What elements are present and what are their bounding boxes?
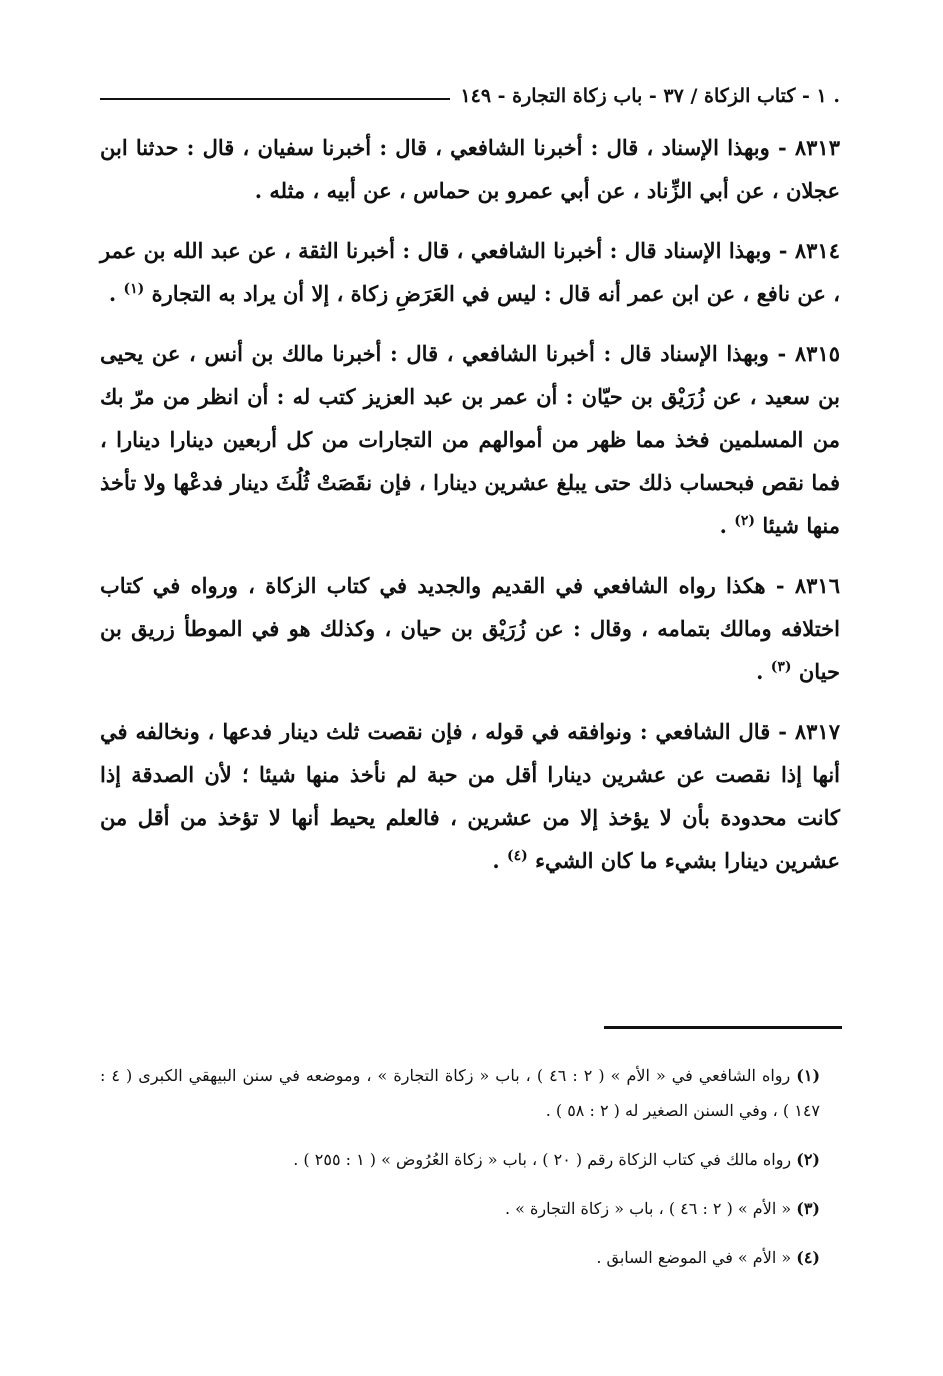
footnote-number: (٤)	[796, 1248, 820, 1267]
footnote-text: رواه الشافعي في « الأم » ( ٢ : ٤٦ ) ، باب « زكاة التجارة » ، وموضعه في سنن البيهقي الكبرى ( ٤ : ١٤٧ ) ، وفي السنن الصغير له ( ٢ : ٥٨ ) .	[100, 1066, 820, 1120]
footnote-1	[100, 1058, 820, 1128]
paragraph-text: - وبهذا الإسناد قال : أخبرنا الشافعي ، قال : أخبرنا الثقة ، عن عبد الله بن عمر ، عن نافع ، عن ابن عمر أنه قال : ليس في العَرَضِ زكاة ، إلا أن يراد به التجارة	[100, 238, 840, 306]
footnote-4	[100, 1240, 820, 1275]
paragraph-number: ٨٣١٦	[794, 573, 840, 598]
main-text	[100, 126, 840, 899]
paragraph-text: - وبهذا الإسناد قال : أخبرنا الشافعي ، قال : أخبرنا مالك بن أنس ، عن يحيى بن سعيد ، عن زُرَيْق بن حيّان : أن عمر بن عبد العزيز كتب له : أن انظر من مرّ بك من المسلمين فخذ مما ظهر من أموالهم من التجارات من كل أربعين دينارا دينارا ، فما نقص فبحساب ذلك حتى يبلغ عشرين دينارا ، فإن نقَصَتْ ثُلُثَ دينار فدعْها ولا تأخذ منها شيئا	[100, 341, 840, 538]
paragraph-8313	[100, 126, 840, 212]
paragraph-tail: .	[492, 848, 507, 873]
footnote-ref-4[interactable]: (٤)	[506, 848, 528, 864]
paragraph-number: ٨٣١٥	[794, 341, 841, 366]
header-rule	[100, 98, 450, 100]
footnote-text: « الأم » في الموضع السابق .	[596, 1248, 792, 1267]
paragraph-tail: .	[108, 281, 124, 306]
footnote-ref-2[interactable]: (٢)	[734, 513, 756, 529]
paragraph-number: ٨٣١٣	[794, 135, 840, 160]
footnote-ref-1[interactable]: (١)	[123, 281, 145, 297]
footnote-3	[100, 1191, 820, 1226]
paragraph-8315	[100, 332, 840, 547]
footnotes	[100, 1058, 820, 1289]
paragraph-text: - وبهذا الإسناد ، قال : أخبرنا الشافعي ، قال : أخبرنا سفيان ، قال : حدثنا ابن عجلان ، عن أبي الزِّناد ، عن أبي عمرو بن حماس ، عن أبيه ، مثله .	[100, 135, 840, 203]
paragraph-tail: .	[719, 513, 735, 538]
footnote-text: « الأم » ( ٢ : ٤٦ ) ، باب « زكاة التجارة » .	[504, 1199, 792, 1218]
footnote-number: (٣)	[796, 1199, 820, 1218]
paragraph-text: - هكذا رواه الشافعي في القديم والجديد في كتاب الزكاة ، ورواه في كتاب اختلافه ومالك بتمامه ، وقال : عن زُرَيْق بن حيان ، وكذلك هو في الموطأ زريق بن حيان	[100, 573, 840, 684]
footnote-number: (٢)	[796, 1150, 820, 1169]
paragraph-8317	[100, 710, 840, 882]
footnote-number: (١)	[796, 1066, 821, 1085]
paragraph-text: - قال الشافعي : ونوافقه في قوله ، فإن نقصت ثلث دينار فدعها ، ونخالفه في أنها إذا نقصت عن عشرين دينارا أقل من حبة لم نأخذ منها شيئا ؛ لأن الصدقة إذا كانت محدودة بأن لا يؤخذ إلا من عشرين ، فالعلم يحيط أنها لا تؤخذ من أقل من عشرين دينارا بشيء ما كان الشيء	[100, 719, 840, 873]
footnote-separator	[604, 1026, 842, 1029]
running-title: . ١ - كتاب الزكاة / ٣٧ - باب زكاة التجارة - ١٤٩	[460, 85, 840, 107]
footnote-text: رواه مالك في كتاب الزكاة رقم ( ٢٠ ) ، باب « زكاة العُرُوض » ( ١ : ٢٥٥ ) .	[293, 1150, 792, 1169]
paragraph-number: ٨٣١٧	[794, 719, 840, 744]
paragraph-number: ٨٣١٤	[794, 238, 840, 263]
footnote-2	[100, 1142, 820, 1177]
paragraph-8316	[100, 564, 840, 693]
paragraph-tail: .	[756, 659, 771, 684]
paragraph-8314	[100, 229, 840, 315]
footnote-ref-3[interactable]: (٣)	[770, 659, 792, 675]
running-header	[100, 74, 840, 118]
